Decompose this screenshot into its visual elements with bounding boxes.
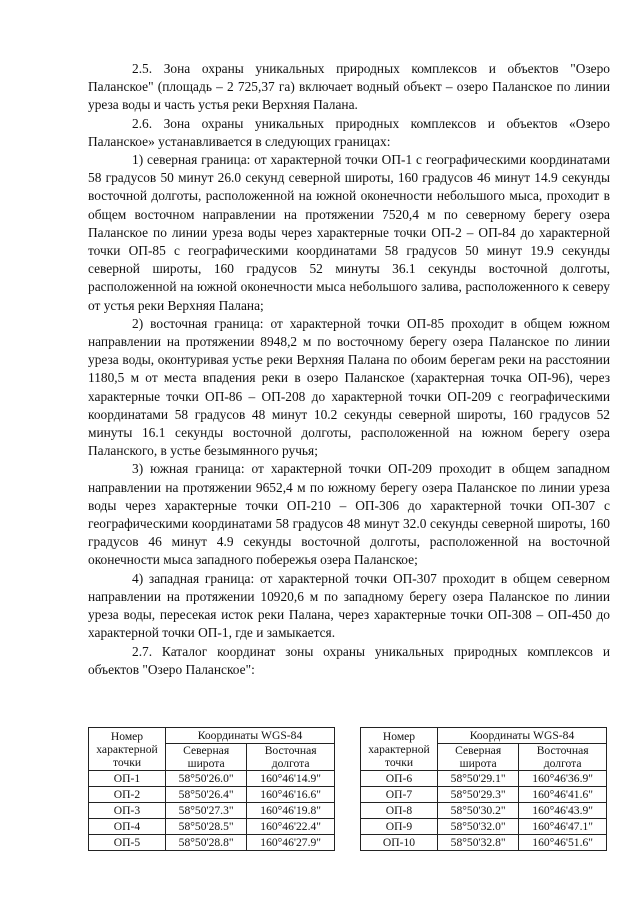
table-row xyxy=(361,819,607,835)
paragraph-2-6: 2.6. Зона охраны уникальных природных комплексов и объектов «Озеро Паланское» устанавливается в следующих границах: xyxy=(88,115,610,149)
paragraph-west-boundary: 4) западная граница: от характерной точки ОП-307 проходит в общем северном направлении на протяжении 10920,6 м по западному берегу озера Паланское по линии уреза воды, пересекая исток реки Палана, через характерные точки ОП-308 – ОП-450 до характерной точки ОП-1, где и замыкается. xyxy=(88,570,610,641)
point-number-cell: ОП-2 xyxy=(89,787,166,803)
latitude-cell: 58°50'28.8" xyxy=(166,835,247,851)
header-north: Северная широта xyxy=(166,744,247,771)
longitude-cell: 160°46'43.9" xyxy=(519,803,607,819)
header-coords: Координаты WGS-84 xyxy=(438,728,607,744)
latitude-cell: 58°50'27.3" xyxy=(166,803,247,819)
table-row xyxy=(89,835,335,851)
paragraph-east-boundary: 2) восточная граница: от характерной точки ОП-85 проходит в общем южном направлении на протяжении 8948,2 м по восточному берегу озера Паланское по линии уреза воды, оконтуривая устье реки Верхняя Палана по обоим берегам реки на расстоянии 1180,5 м от места впадения реки в озеро Паланское (характерная точка ОП-96), через характерные точки ОП-86 – ОП-208 до характерной точки ОП-209 с географическими координатами 58 градусов 48 минут 10.2 секунды северной широты, 160 градусов 52 минуты 16.1 секунды восточной долготы, расположенной на южном берегу озера Паланского, в устье безымянного ручья; xyxy=(88,315,610,459)
coordinates-table-left xyxy=(88,727,335,851)
longitude-cell: 160°46'36.9" xyxy=(519,771,607,787)
table-row xyxy=(361,803,607,819)
point-number-cell: ОП-10 xyxy=(361,835,438,851)
latitude-cell: 58°50'32.8" xyxy=(438,835,519,851)
table-row xyxy=(361,771,607,787)
table-row xyxy=(361,835,607,851)
table-row xyxy=(89,787,335,803)
table-row xyxy=(89,771,335,787)
point-number-cell: ОП-5 xyxy=(89,835,166,851)
latitude-cell: 58°50'29.3" xyxy=(438,787,519,803)
point-number-cell: ОП-7 xyxy=(361,787,438,803)
point-number-cell: ОП-3 xyxy=(89,803,166,819)
coordinates-table-right xyxy=(360,727,607,851)
latitude-cell: 58°50'29.1" xyxy=(438,771,519,787)
paragraph-south-boundary: 3) южная граница: от характерной точки ОП-209 проходит в общем западном направлении на протяжении 9652,4 м по южному берегу озера Паланское по линии уреза воды через характерные точки ОП-210 – ОП-306 до характерной точки ОП-307 с географическими координатами 58 градусов 48 минут 32.0 секунды северной широты, 160 градусов 46 минут 4.9 секунды восточной долготы, расположенной на восточной оконечности мыса западного побережья озера Паланское; xyxy=(88,461,610,568)
longitude-cell: 160°46'51.6" xyxy=(519,835,607,851)
latitude-cell: 58°50'28.5" xyxy=(166,819,247,835)
header-east: Восточная долгота xyxy=(247,744,335,771)
table-row xyxy=(361,787,607,803)
longitude-cell: 160°46'41.6" xyxy=(519,787,607,803)
document-body xyxy=(88,60,610,679)
longitude-cell: 160°46'16.6" xyxy=(247,787,335,803)
paragraph-2-5: 2.5. Зона охраны уникальных природных комплексов и объектов "Озеро Паланское" (площадь – 2 725,37 га) включает водный объект – озеро Паланское по линии уреза воды и часть устья реки Верхняя Палана. xyxy=(88,61,610,113)
latitude-cell: 58°50'32.0" xyxy=(438,819,519,835)
latitude-cell: 58°50'26.0" xyxy=(166,771,247,787)
paragraph-north-boundary: 1) северная граница: от характерной точки ОП-1 с географическими координатами 58 градусов 50 минут 26.0 секунд северной широты, 160 градусов 46 минут 14.9 секунды восточной долготы, расположенной на южной оконечности небольшого мыса, проходит в общем восточном направлении на протяжении 7520,4 м по северному берегу озера Паланское по линии уреза воды через характерные точки ОП-2 – ОП-84 до характерной точки ОП-85 с географическими координатами 58 градусов 50 минут 19.9 секунды северной широты, 160 градусов 52 минуты 36.1 секунды восточной долготы, расположенной на южной оконечности мыса небольшого залива, расположенного к северу от устья реки Верхняя Палана; xyxy=(88,152,610,313)
longitude-cell: 160°46'19.8" xyxy=(247,803,335,819)
point-number-cell: ОП-1 xyxy=(89,771,166,787)
point-number-cell: ОП-8 xyxy=(361,803,438,819)
longitude-cell: 160°46'22.4" xyxy=(247,819,335,835)
latitude-cell: 58°50'26.4" xyxy=(166,787,247,803)
paragraph-2-7: 2.7. Каталог координат зоны охраны уникальных природных комплексов и объектов "Озеро Паланское": xyxy=(88,643,610,677)
header-point-number: Номер характерной точки xyxy=(361,728,438,771)
header-coords: Координаты WGS-84 xyxy=(166,728,335,744)
table-row xyxy=(89,803,335,819)
longitude-cell: 160°46'14.9" xyxy=(247,771,335,787)
header-east: Восточная долгота xyxy=(519,744,607,771)
header-north: Северная широта xyxy=(438,744,519,771)
table-row xyxy=(89,819,335,835)
longitude-cell: 160°46'47.1" xyxy=(519,819,607,835)
header-point-number: Номер характерной точки xyxy=(89,728,166,771)
point-number-cell: ОП-6 xyxy=(361,771,438,787)
point-number-cell: ОП-9 xyxy=(361,819,438,835)
point-number-cell: ОП-4 xyxy=(89,819,166,835)
latitude-cell: 58°50'30.2" xyxy=(438,803,519,819)
longitude-cell: 160°46'27.9" xyxy=(247,835,335,851)
